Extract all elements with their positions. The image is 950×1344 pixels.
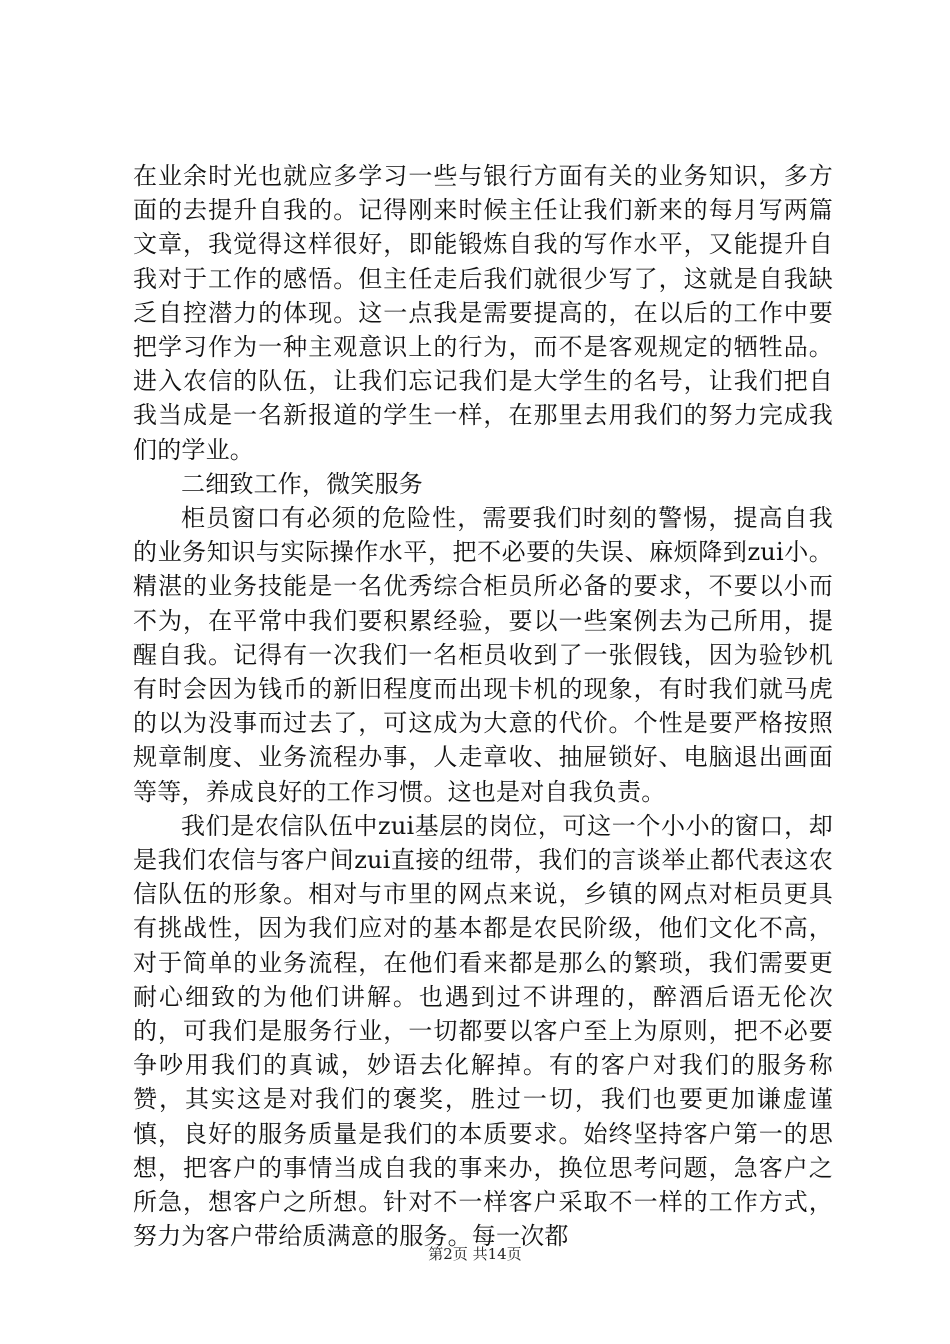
page-number-footer: 第2页 共14页	[428, 1245, 522, 1263]
section-heading-careful-work: 二细致工作，微笑服务	[181, 469, 423, 498]
paragraph-teller-risk: 柜员窗口有必须的危险性，需要我们时刻的警惕，提高自我的业务知识与实际操作水平，把不必要的失误、麻烦降到zui小。精湛的业务技能是一名优秀综合柜员所必备的要求，不要以小而不为，在平常中我们要积累经验，要以一些案例去为己所用，提醒自我。记得有一次我们一名柜员收到了一张假钱，因为验钞机有时会因为钱币的新旧程度而出现卡机的现象，有时我们就马虎的以为没事而过去了，可这成为大意的代价。个性是要严格按照规章制度、业务流程办事，人走章收、抽屉锁好、电脑退出画面等等，养成良好的工作习惯。这也是对自我负责。	[133, 504, 833, 806]
document-body	[133, 159, 833, 1254]
paragraph-customer-service: 我们是农信队伍中zui基层的岗位，可这一个小小的窗口，却是我们农信与客户间zui直接的纽带，我们的言谈举止都代表这农信队伍的形象。相对与市里的网点来说，乡镇的网点对柜员更具有挑战性，因为我们应对的基本都是农民阶级，他们文化不高，对于简单的业务流程，在他们看来都是那么的繁琐，我们需要更耐心细致的为他们讲解。也遇到过不讲理的，醉酒后语无伦次的，可我们是服务行业，一切都要以客户至上为原则，把不必要争吵用我们的真诚，妙语去化解掉。有的客户对我们的服务称赞，其实这是对我们的褒奖，胜过一切，我们也要更加谦虚谨慎，良好的服务质量是我们的本质要求。始终坚持客户第一的思想，把客户的事情当成自我的事来办，换位思考问题，急客户之所急，想客户之所想。针对不一样客户采取不一样的工作方式，努力为客户带给质满意的服务。每一次都	[133, 811, 833, 1251]
paragraph-study: 在业余时光也就应多学习一些与银行方面有关的业务知识，多方面的去提升自我的。记得刚来时候主任让我们新来的每月写两篇文章，我觉得这样很好，即能锻炼自我的写作水平，又能提升自我对于工作的感悟。但主任走后我们就很少写了，这就是自我缺乏自控潜力的体现。这一点我是需要提高的，在以后的工作中要把学习作为一种主观意识上的行为，而不是客观规定的牺牲品。进入农信的队伍，让我们忘记我们是大学生的名号，让我们把自我当成是一名新报道的学生一样，在那里去用我们的努力完成我们的学业。	[133, 162, 833, 464]
